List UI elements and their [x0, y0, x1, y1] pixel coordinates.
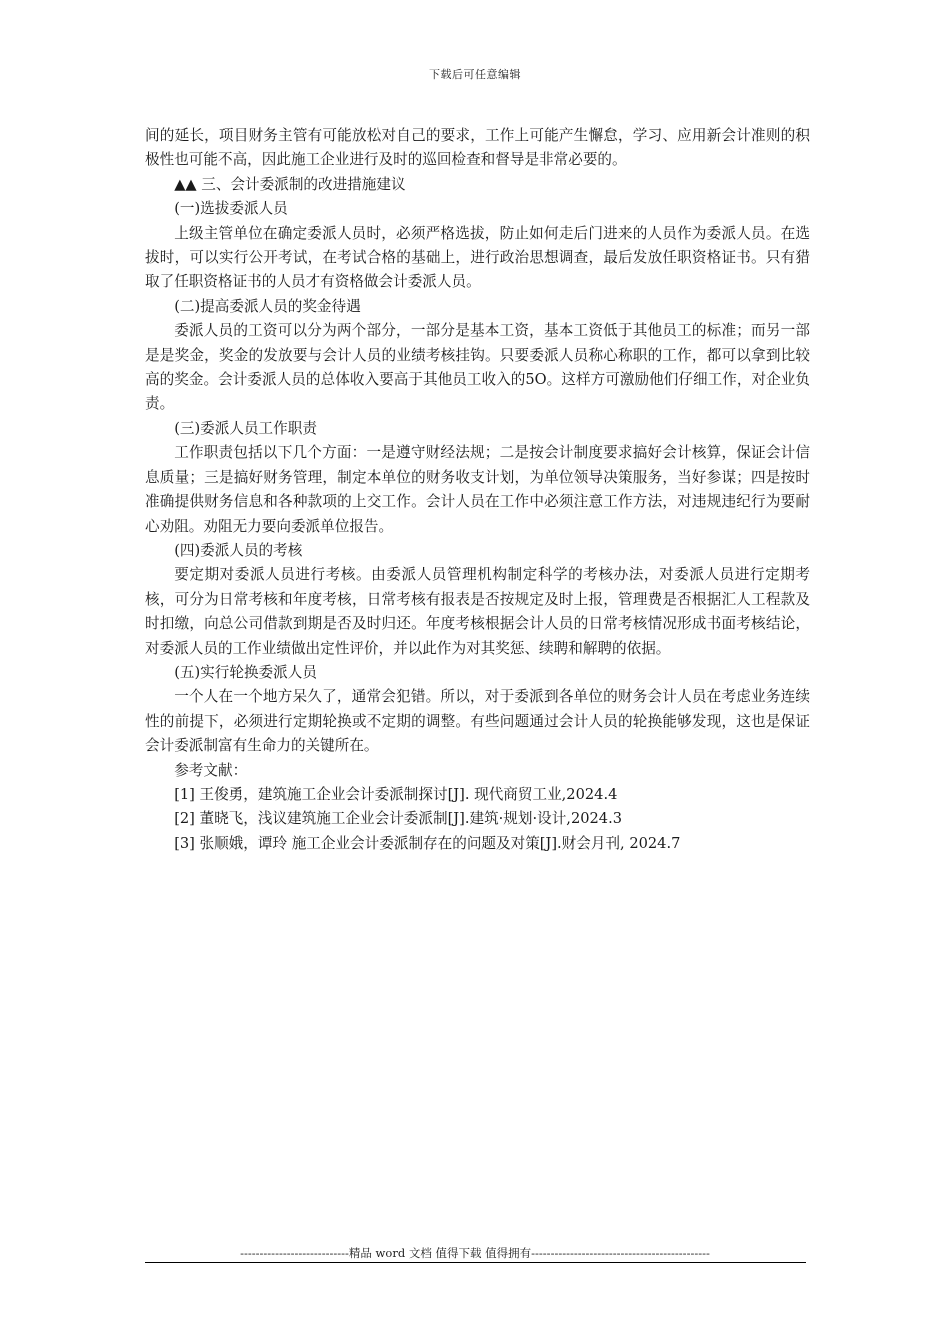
page-footer: ----------------------------精品 word 文档 值得下载 值得拥有---------------------------------------------- — [240, 1246, 710, 1260]
subsection-title-4: (四)委派人员的考核 — [174, 541, 303, 559]
reference-item: [1] 王俊勇，建筑施工企业会计委派制探讨[J]. 现代商贸工业,2024.4 — [174, 785, 618, 803]
page-header: 下载后可任意编辑 — [429, 68, 521, 81]
subsection-title-2: (二)提高委派人员的奖金待遇 — [174, 297, 361, 315]
subsection-paragraph-5: 一个人在一个地方呆久了，通常会犯错。所以，对于委派到各单位的财务会计人员在考虑业务连续性的前提下，必须进行定期轮换或不定期的调整。有些问题通过会计人员的轮换能够发现，这也是保证会计委派制富有生命力的关键所在。 — [145, 688, 810, 755]
reference-item: [2] 董晓飞，浅议建筑施工企业会计委派制[J].建筑·规划·设计,2024.3 — [174, 810, 623, 828]
paragraph-continuation: 间的延长，项目财务主管有可能放松对自己的要求，工作上可能产生懈怠，学习、应用新会计准则的积极性也可能不高，因此施工企业进行及时的巡回检查和督导是非常必要的。 — [145, 127, 810, 169]
references-title: 参考文献： — [174, 761, 248, 779]
footer-divider — [145, 1262, 806, 1263]
subsection-paragraph-2: 委派人员的工资可以分为两个部分，一部分是基本工资，基本工资低于其他员工的标准；而另一部是是奖金，奖金的发放要与会计人员的业绩考核挂钩。只要委派人员称心称职的工作，都可以拿到比较高的奖金。会计委派人员的总体收入要高于其他员工收入的5O。这样方可激励他们仔细工作，对企业负责。 — [145, 322, 810, 413]
reference-item: [3] 张顺娥，谭玲 施工企业会计委派制存在的问题及对策[J].财会月刊, 2024.7 — [174, 834, 681, 852]
subsection-title-1: (一)选拔委派人员 — [174, 200, 288, 218]
document-body — [145, 124, 810, 856]
subsection-title-3: (三)委派人员工作职责 — [174, 419, 317, 437]
subsection-paragraph-4: 要定期对委派人员进行考核。由委派人员管理机构制定科学的考核办法，对委派人员进行定期考核，可分为日常考核和年度考核，日常考核有报表是否按规定及时上报，管理费是否根据汇人工程款及时扣缴，向总公司借款到期是否及时归还。年度考核根据会计人员的日常考核情况形成书面考核结论，对委派人员的工作业绩做出定性评价，并以此作为对其奖惩、续聘和解聘的依据。 — [145, 566, 810, 657]
section-heading: ▲▲ 三、会计委派制的改进措施建议 — [174, 175, 406, 193]
subsection-title-5: (五)实行轮换委派人员 — [174, 663, 317, 681]
subsection-paragraph-3: 工作职责包括以下几个方面：一是遵守财经法规；二是按会计制度要求搞好会计核算，保证会计信息质量；三是搞好财务管理，制定本单位的财务收支计划，为单位领导决策服务，当好参谋；四是按时准确提供财务信息和各种款项的上交工作。会计人员在工作中必须注意工作方法，对违规违纪行为要耐心劝阻。劝阻无力要向委派单位报告。 — [145, 444, 810, 535]
subsection-paragraph-1: 上级主管单位在确定委派人员时，必须严格选拔，防止如何走后门进来的人员作为委派人员。在选拔时，可以实行公开考试，在考试合格的基础上，进行政治思想调查，最后发放任职资格证书。只有猎取了任职资格证书的人员才有资格做会计委派人员。 — [145, 224, 810, 291]
